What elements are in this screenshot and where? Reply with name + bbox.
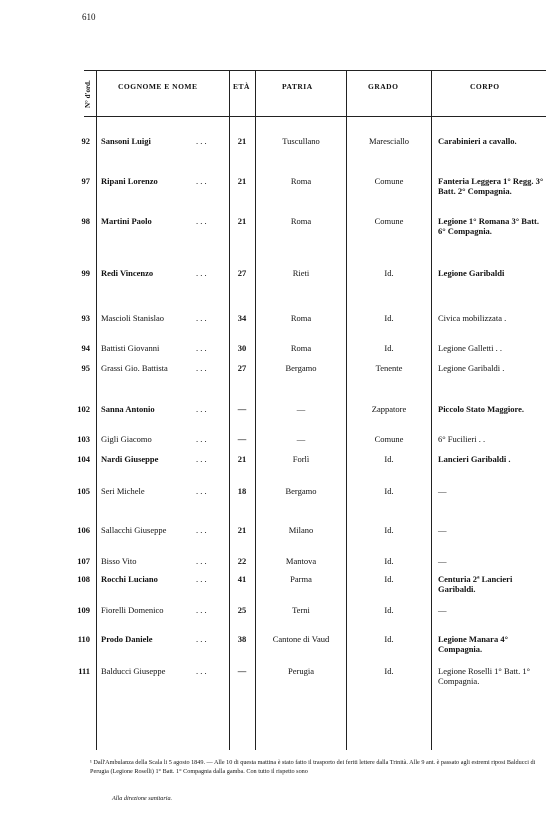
person-name: Rocchi Luciano: [101, 574, 158, 584]
row-number: 102: [77, 404, 90, 414]
row-number: 104: [77, 454, 90, 464]
corpo-cell: Legione Galletti . .: [438, 343, 502, 353]
leader-dots: . . .: [196, 313, 207, 323]
grado-cell: Id.: [384, 556, 394, 566]
grado-cell: Id.: [384, 454, 394, 464]
person-name: Gigli Giacomo: [101, 434, 152, 444]
table-rule-header: [84, 116, 546, 117]
patria-cell: Roma: [290, 343, 312, 353]
patria-cell: Roma: [290, 176, 312, 186]
footnote: [90, 758, 548, 776]
row-number: 105: [77, 486, 90, 496]
age-cell: 22: [237, 556, 247, 566]
table-rule-top: [84, 70, 546, 71]
grado-cell: Comune: [374, 176, 404, 186]
footnote-signature: Alla direzione sanitaria.: [112, 795, 173, 802]
corpo-cell: Legione Garibaldi .: [438, 363, 505, 373]
column-divider: [229, 70, 230, 750]
grado-cell: Id.: [384, 574, 394, 584]
row-number: 93: [81, 313, 90, 323]
leader-dots: . . .: [196, 525, 207, 535]
age-cell: 25: [237, 605, 247, 615]
row-number: 111: [78, 666, 90, 676]
leader-dots: . . .: [196, 634, 207, 644]
row-number: 107: [77, 556, 90, 566]
grado-cell: Tenente: [375, 363, 403, 373]
patria-cell: Parma: [290, 574, 312, 584]
patria-cell: Roma: [290, 216, 312, 226]
column-divider: [255, 70, 256, 750]
person-name: Seri Michele: [101, 486, 145, 496]
footnote-text: ¹ Dall'Ambulanza della Scala li 5 agosto 1849. — Alle 10 di questa mattina è stato fatto il trasporto dei feriti lettere dalla Trinità. Alle 9 ant. è passato agli estremi riposi Balducci di Perugia (Legione Roselli) 1° Batt. 1° Compagnia dalla gamba. Con tutto il rispetto sono: [90, 759, 536, 775]
row-number: 98: [81, 216, 90, 226]
patria-cell: Mantova: [285, 556, 317, 566]
person-name: Grassi Gio. Battista: [101, 363, 168, 373]
leader-dots: . . .: [196, 486, 207, 496]
person-name: Mascioli Stanislao: [101, 313, 165, 323]
leader-dots: . . .: [196, 176, 207, 186]
leader-dots: . . .: [196, 574, 207, 584]
age-cell: 27: [237, 268, 247, 278]
row-number: 92: [81, 136, 90, 146]
corpo-cell: Legione Manara 4° Compagnia.: [438, 634, 508, 654]
person-name: Prodo Daniele: [101, 634, 153, 644]
person-name: Sallacchi Giuseppe: [101, 525, 167, 535]
row-number: 95: [81, 363, 90, 373]
patria-cell: Forlì: [292, 454, 310, 464]
row-number: 94: [81, 343, 90, 353]
grado-cell: Id.: [384, 343, 394, 353]
age-cell: 41: [237, 574, 247, 584]
person-name: Nardi Giuseppe: [101, 454, 159, 464]
age-cell: 21: [237, 454, 247, 464]
corpo-cell: —: [438, 525, 447, 535]
person-name: Bisso Vito: [101, 556, 137, 566]
grado-cell: Zappatore: [371, 404, 407, 414]
leader-dots: . . .: [196, 136, 207, 146]
grado-cell: Comune: [374, 216, 404, 226]
person-name: Battisti Giovanni: [101, 343, 160, 353]
leader-dots: . . .: [196, 404, 207, 414]
header-patria: PATRIA: [282, 82, 313, 91]
leader-dots: . . .: [196, 556, 207, 566]
age-cell: 38: [237, 634, 247, 644]
patria-cell: —: [296, 404, 306, 414]
age-cell: 21: [237, 136, 247, 146]
person-name: Fiorelli Domenico: [101, 605, 164, 615]
patria-cell: Roma: [290, 313, 312, 323]
page-number: 610: [82, 12, 96, 22]
age-cell: —: [237, 666, 247, 676]
patria-cell: Tuscullano: [282, 136, 320, 146]
row-number: 99: [81, 268, 90, 278]
corpo-cell: Lancieri Garibaldi .: [438, 454, 511, 464]
leader-dots: . . .: [196, 666, 207, 676]
corpo-cell: Carabinieri a cavallo.: [438, 136, 517, 146]
leader-dots: . . .: [196, 343, 207, 353]
header-age: ETÀ: [233, 82, 250, 91]
person-name: Redi Vincenzo: [101, 268, 154, 278]
grado-cell: Id.: [384, 486, 394, 496]
corpo-cell: Centuria 2ª Lancieri Garibaldi.: [438, 574, 513, 594]
leader-dots: . . .: [196, 268, 207, 278]
corpo-cell: —: [438, 556, 447, 566]
age-cell: —: [237, 434, 247, 444]
age-cell: 21: [237, 216, 247, 226]
age-cell: 27: [237, 363, 247, 373]
grado-cell: Id.: [384, 525, 394, 535]
header-num: N° d'ord.: [84, 80, 92, 108]
person-name: Martini Paolo: [101, 216, 152, 226]
corpo-cell: Legione 1° Romana 3° Batt. 6° Compagnia.: [438, 216, 540, 236]
corpo-cell: —: [438, 486, 447, 496]
person-name: Ripani Lorenzo: [101, 176, 158, 186]
age-cell: —: [237, 404, 247, 414]
person-name: Sansoni Luigi: [101, 136, 151, 146]
patria-cell: Bergamo: [285, 486, 317, 496]
grado-cell: Id.: [384, 634, 394, 644]
header-grado: GRADO: [368, 82, 399, 91]
row-number: 97: [81, 176, 90, 186]
row-number: 106: [77, 525, 90, 535]
leader-dots: . . .: [196, 605, 207, 615]
header-corpo: CORPO: [470, 82, 500, 91]
grado-cell: Id.: [384, 313, 394, 323]
patria-cell: Milano: [288, 525, 314, 535]
corpo-cell: Legione Garibaldi: [438, 268, 505, 278]
age-cell: 21: [237, 176, 247, 186]
corpo-cell: —: [438, 605, 447, 615]
age-cell: 30: [237, 343, 247, 353]
person-name: Sanna Antonio: [101, 404, 155, 414]
grado-cell: Id.: [384, 268, 394, 278]
patria-cell: Rieti: [292, 268, 310, 278]
age-cell: 21: [237, 525, 247, 535]
patria-cell: Cantone di Vaud: [272, 634, 330, 644]
row-number: 108: [77, 574, 90, 584]
column-divider: [96, 70, 97, 750]
grado-cell: Id.: [384, 666, 394, 676]
leader-dots: . . .: [196, 216, 207, 226]
row-number: 110: [77, 634, 90, 644]
patria-cell: Terni: [292, 605, 310, 615]
age-cell: 18: [237, 486, 247, 496]
patria-cell: —: [296, 434, 306, 444]
corpo-cell: 6° Fucilieri . .: [438, 434, 486, 444]
person-name: Balducci Giuseppe: [101, 666, 166, 676]
patria-cell: Perugia: [288, 666, 314, 676]
age-cell: 34: [237, 313, 247, 323]
header-name: COGNOME E NOME: [118, 82, 198, 91]
grado-cell: Id.: [384, 605, 394, 615]
grado-cell: Comune: [374, 434, 404, 444]
column-divider: [346, 70, 347, 750]
leader-dots: . . .: [196, 434, 207, 444]
grado-cell: Maresciallo: [368, 136, 410, 146]
leader-dots: . . .: [196, 454, 207, 464]
patria-cell: Bergamo: [285, 363, 317, 373]
corpo-cell: Piccolo Stato Maggiore.: [438, 404, 525, 414]
row-number: 109: [77, 605, 90, 615]
corpo-cell: Fanteria Leggera 1° Regg. 3° Batt. 2° Compagnia.: [438, 176, 544, 196]
leader-dots: . . .: [196, 363, 207, 373]
corpo-cell: Civica mobilizzata .: [438, 313, 507, 323]
column-divider: [431, 70, 432, 750]
row-number: 103: [77, 434, 90, 444]
corpo-cell: Legione Roselli 1° Batt. 1° Compagnia.: [438, 666, 531, 686]
